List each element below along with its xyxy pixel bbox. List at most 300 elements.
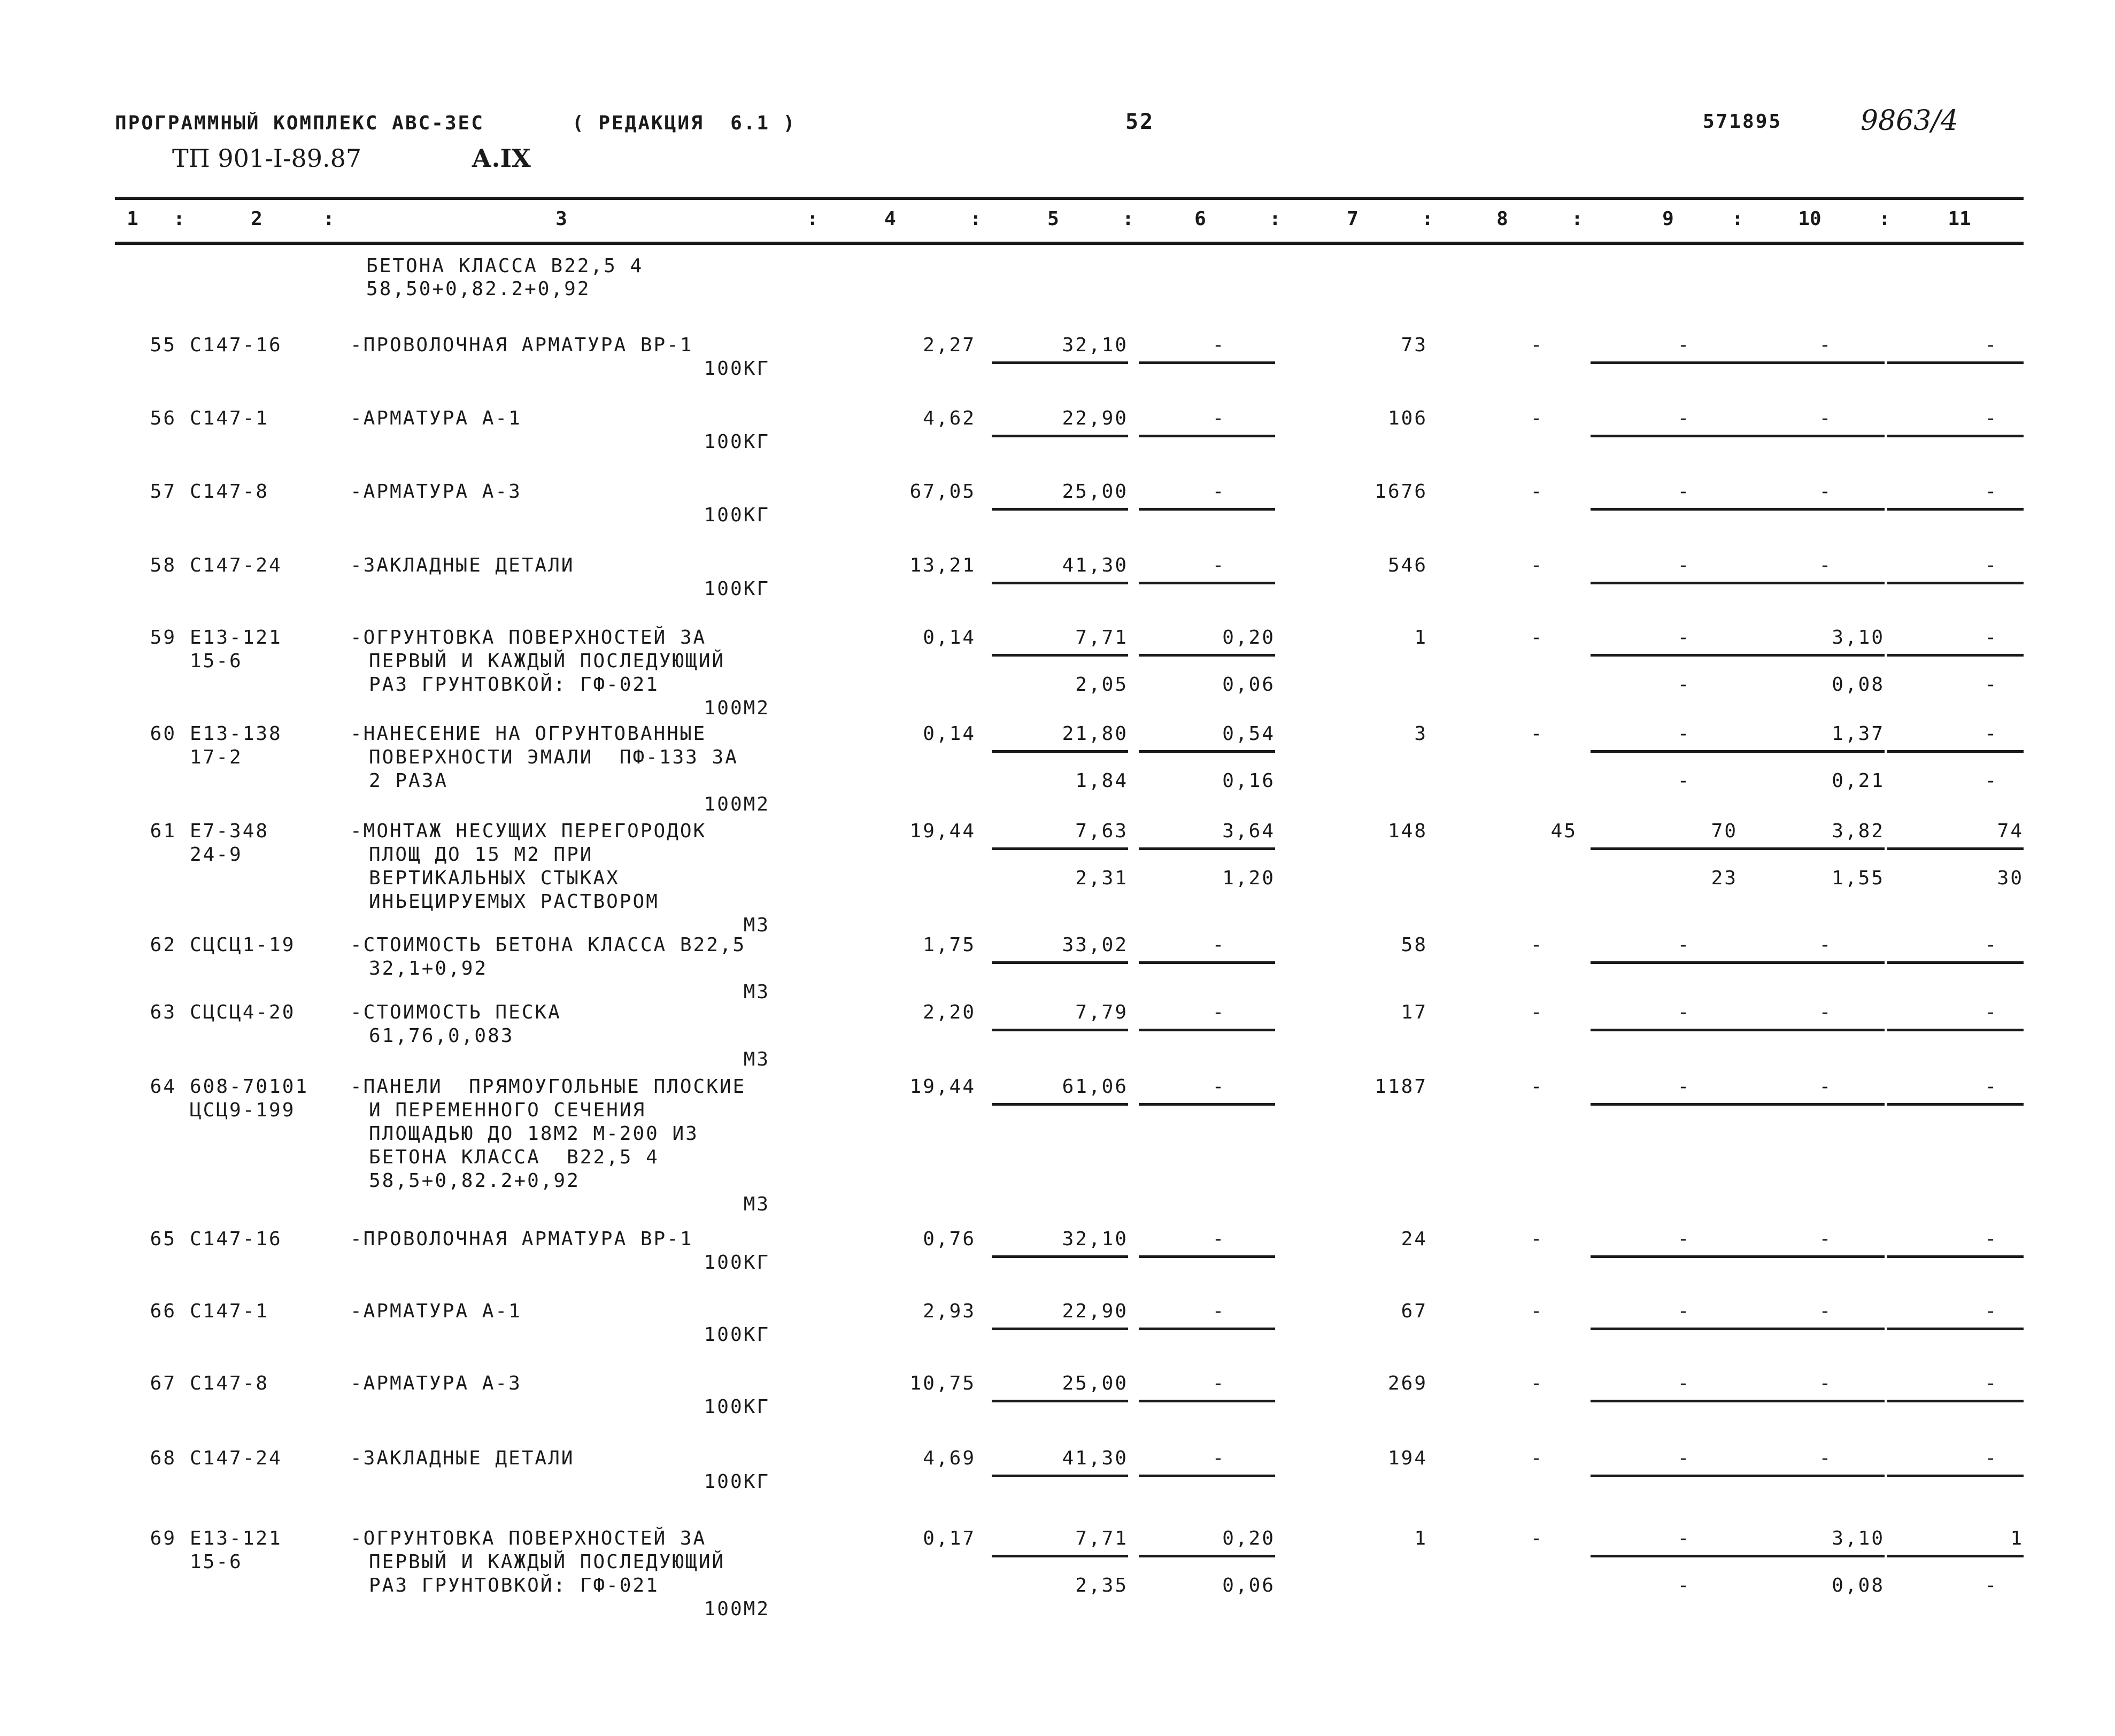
cell-c5: 25,00 xyxy=(1062,1372,1128,1394)
continuation-line-1: БЕТОНА КЛАССА В22,5 4 xyxy=(366,255,644,277)
cell-c7: 73 xyxy=(1401,334,1427,356)
cell-c4: 10,75 xyxy=(909,1372,976,1394)
cell-c11: - xyxy=(1985,1001,1998,1023)
row-description: ПЕРВЫЙ И КАЖДЫЙ ПОСЛЕДУЮЩИЙ xyxy=(369,1551,725,1573)
cell-c8: - xyxy=(1530,1527,1544,1549)
cell-c10: - xyxy=(1819,1001,1833,1023)
row-code: Е13-138 xyxy=(190,723,282,745)
row-description: -НАНЕСЕНИЕ НА ОГРУНТОВАННЫЕ xyxy=(350,723,707,745)
row-number: 59 xyxy=(150,627,176,649)
cell-rule-c6 xyxy=(1139,1328,1275,1330)
row-description: И ПЕРЕМЕННОГО СЕЧЕНИЯ xyxy=(369,1099,646,1121)
cell-c9: - xyxy=(1677,1372,1691,1394)
column-separator: : xyxy=(1732,208,1743,230)
row-number: 55 xyxy=(150,334,176,356)
cell-c8: - xyxy=(1530,934,1544,956)
cell-c7: 106 xyxy=(1387,407,1427,429)
cell-rule-c11 xyxy=(1887,1400,2024,1402)
cell-c11: 74 xyxy=(1997,820,2024,842)
cell-rule-c9 xyxy=(1591,1555,1738,1557)
cell-c9: - xyxy=(1677,554,1691,576)
row-unit: 100М2 xyxy=(704,1598,770,1620)
column-separator: : xyxy=(807,208,819,230)
cell-rule-c10 xyxy=(1738,1328,1885,1330)
cell-c8: 45 xyxy=(1550,820,1577,842)
cell-c7: 3 xyxy=(1414,723,1427,745)
cell-c4: 2,27 xyxy=(923,334,976,356)
row-description: ВЕРТИКАЛЬНЫХ СТЫКАХ xyxy=(369,867,620,889)
cell-c11: - xyxy=(1985,407,1998,429)
row-unit: 100КГ xyxy=(704,504,770,526)
cell-rule-c6 xyxy=(1139,1400,1275,1402)
cell-c6: - xyxy=(1212,1228,1226,1250)
cell-rule-c11 xyxy=(1887,1475,2024,1477)
cell-rule-c9 xyxy=(1591,1103,1738,1106)
row-number: 65 xyxy=(150,1228,176,1250)
cell-rule-c11 xyxy=(1887,1328,2024,1330)
cell-rule-c5 xyxy=(992,750,1128,753)
row-unit: 100КГ xyxy=(704,1471,770,1493)
row-description: 58,5+0,82.2+0,92 xyxy=(369,1170,580,1192)
row-unit: 100КГ xyxy=(704,1396,770,1418)
cell-rule-c6 xyxy=(1139,847,1275,850)
cell-c4: 19,44 xyxy=(909,1076,976,1098)
row-number: 61 xyxy=(150,820,176,842)
column-separator: : xyxy=(1571,208,1583,230)
cell-c9: - xyxy=(1677,407,1691,429)
page-number: 52 xyxy=(1125,110,1155,134)
sub-cell-s6: 0,06 xyxy=(1222,1575,1275,1596)
cell-c4: 4,69 xyxy=(923,1447,976,1469)
column-header-9: 9 xyxy=(1662,208,1674,230)
cell-c9: - xyxy=(1677,1447,1691,1469)
row-description: -АРМАТУРА А-3 xyxy=(350,1372,522,1394)
row-description: 61,76,0,083 xyxy=(369,1025,514,1047)
cell-c10: 1,37 xyxy=(1832,723,1885,745)
row-number: 67 xyxy=(150,1372,176,1394)
cell-c7: 58 xyxy=(1401,934,1427,956)
row-number: 60 xyxy=(150,723,176,745)
row-unit: М3 xyxy=(743,1048,770,1070)
cell-c6: - xyxy=(1212,1076,1226,1098)
cell-rule-c10 xyxy=(1738,435,1885,437)
cell-c10: - xyxy=(1819,481,1833,503)
cell-c10: - xyxy=(1819,1372,1833,1394)
continuation-line-2: 58,50+0,82.2+0,92 xyxy=(366,278,591,300)
row-code: Е7-348 xyxy=(190,820,269,842)
cell-rule-c10 xyxy=(1738,361,1885,364)
cell-c11: - xyxy=(1985,723,1998,745)
cell-rule-c6 xyxy=(1139,1255,1275,1258)
cell-c8: - xyxy=(1530,627,1544,649)
cell-rule-c10 xyxy=(1738,1255,1885,1258)
column-header-2: 2 xyxy=(251,208,263,230)
column-separator: : xyxy=(173,208,185,230)
cell-rule-c10 xyxy=(1738,582,1885,584)
row-description: ПЛОЩАДЬЮ ДО 18М2 М-200 ИЗ xyxy=(369,1123,699,1145)
row-code: С147-24 xyxy=(190,1447,282,1469)
cell-c10: 3,82 xyxy=(1832,820,1885,842)
cell-rule-c6 xyxy=(1139,435,1275,437)
row-description: 32,1+0,92 xyxy=(369,958,488,979)
row-description: -МОНТАЖ НЕСУЩИХ ПЕРЕГОРОДОК xyxy=(350,820,707,842)
row-description: -АРМАТУРА А-1 xyxy=(350,1300,522,1322)
cell-c11: - xyxy=(1985,1228,1998,1250)
cell-rule-c5 xyxy=(992,435,1128,437)
cell-c5: 32,10 xyxy=(1062,1228,1128,1250)
row-unit: М3 xyxy=(743,981,770,1003)
cell-rule-c9 xyxy=(1591,1328,1738,1330)
cell-c8: - xyxy=(1530,723,1544,745)
column-header-5: 5 xyxy=(1047,208,1059,230)
cell-c6: 3,64 xyxy=(1222,820,1275,842)
row-unit: М3 xyxy=(743,914,770,936)
column-separator: : xyxy=(1269,208,1281,230)
edition-label: ( РЕДАКЦИЯ 6.1 ) xyxy=(572,112,797,134)
sub-cell-s5: 1,84 xyxy=(1075,770,1128,792)
cell-rule-c9 xyxy=(1591,435,1738,437)
column-header-10: 10 xyxy=(1798,208,1821,230)
column-separator: : xyxy=(970,208,982,230)
cell-c9: - xyxy=(1677,481,1691,503)
cell-rule-c5 xyxy=(992,1555,1128,1557)
row-description: -ЗАКЛАДНЫЕ ДЕТАЛИ xyxy=(350,1447,575,1469)
row-description: -ПАНЕЛИ ПРЯМОУГОЛЬНЫЕ ПЛОСКИЕ xyxy=(350,1076,746,1098)
cell-rule-c5 xyxy=(992,1328,1128,1330)
cell-c4: 67,05 xyxy=(909,481,976,503)
cell-c8: - xyxy=(1530,1228,1544,1250)
cell-c5: 22,90 xyxy=(1062,1300,1128,1322)
cell-c5: 7,71 xyxy=(1075,627,1128,649)
cell-rule-c9 xyxy=(1591,1255,1738,1258)
cell-rule-c10 xyxy=(1738,961,1885,964)
cell-rule-c5 xyxy=(992,1103,1128,1106)
cell-c8: - xyxy=(1530,481,1544,503)
cell-c7: 1187 xyxy=(1375,1076,1427,1098)
cell-c4: 0,17 xyxy=(923,1527,976,1549)
cell-c5: 41,30 xyxy=(1062,1447,1128,1469)
cell-rule-c10 xyxy=(1738,1103,1885,1106)
row-description: ИНЬЕЦИРУЕМЫХ РАСТВОРОМ xyxy=(369,891,659,913)
cell-rule-c5 xyxy=(992,654,1128,657)
cell-c5: 21,80 xyxy=(1062,723,1128,745)
column-header-11: 11 xyxy=(1948,208,1971,230)
cell-c10: - xyxy=(1819,554,1833,576)
cell-c6: - xyxy=(1212,554,1226,576)
cell-c5: 41,30 xyxy=(1062,554,1128,576)
cell-c4: 0,14 xyxy=(923,627,976,649)
row-number: 68 xyxy=(150,1447,176,1469)
cell-rule-c9 xyxy=(1591,847,1738,850)
cell-rule-c6 xyxy=(1139,1475,1275,1477)
cell-rule-c9 xyxy=(1591,1400,1738,1402)
column-header-6: 6 xyxy=(1194,208,1206,230)
cell-rule-c5 xyxy=(992,847,1128,850)
cell-rule-c5 xyxy=(992,961,1128,964)
sub-cell-s6: 0,06 xyxy=(1222,674,1275,696)
cell-c9: - xyxy=(1677,1300,1691,1322)
cell-rule-c6 xyxy=(1139,961,1275,964)
row-description: -ПРОВОЛОЧНАЯ АРМАТУРА ВР-1 xyxy=(350,1228,693,1250)
cell-rule-c11 xyxy=(1887,582,2024,584)
cell-c8: - xyxy=(1530,1076,1544,1098)
row-number: 58 xyxy=(150,554,176,576)
cell-c10: - xyxy=(1819,407,1833,429)
cell-rule-c9 xyxy=(1591,1475,1738,1477)
cell-c5: 7,71 xyxy=(1075,1527,1128,1549)
sub-cell-s11: - xyxy=(1985,674,1998,696)
column-separator: : xyxy=(323,208,335,230)
cell-c10: - xyxy=(1819,1228,1833,1250)
cell-c4: 2,93 xyxy=(923,1300,976,1322)
row-description: -ПРОВОЛОЧНАЯ АРМАТУРА ВР-1 xyxy=(350,334,693,356)
cell-c8: - xyxy=(1530,407,1544,429)
cell-c7: 17 xyxy=(1401,1001,1427,1023)
cell-c10: 3,10 xyxy=(1832,1527,1885,1549)
cell-c11: - xyxy=(1985,334,1998,356)
sub-cell-s6: 1,20 xyxy=(1222,867,1275,889)
column-separator: : xyxy=(1879,208,1890,230)
cell-c11: - xyxy=(1985,1447,1998,1469)
cell-rule-c6 xyxy=(1139,361,1275,364)
cell-c11: - xyxy=(1985,627,1998,649)
row-unit: 100КГ xyxy=(704,578,770,600)
cell-rule-c11 xyxy=(1887,847,2024,850)
cell-rule-c6 xyxy=(1139,750,1275,753)
cell-rule-c9 xyxy=(1591,582,1738,584)
row-number: 63 xyxy=(150,1001,176,1023)
cell-c4: 19,44 xyxy=(909,820,976,842)
cell-c11: - xyxy=(1985,1076,1998,1098)
cell-c4: 1,75 xyxy=(923,934,976,956)
cell-c7: 194 xyxy=(1387,1447,1427,1469)
cell-c11: - xyxy=(1985,934,1998,956)
cell-c4: 0,14 xyxy=(923,723,976,745)
cell-c6: 0,20 xyxy=(1222,1527,1275,1549)
row-description: ПОВЕРХНОСТИ ЭМАЛИ ПФ-133 ЗА xyxy=(369,746,738,768)
cell-rule-c9 xyxy=(1591,750,1738,753)
cell-c9: - xyxy=(1677,723,1691,745)
cell-c7: 1676 xyxy=(1375,481,1427,503)
row-number: 69 xyxy=(150,1527,176,1549)
row-code: 15-6 xyxy=(190,1551,243,1573)
cell-rule-c10 xyxy=(1738,654,1885,657)
cell-c8: - xyxy=(1530,554,1544,576)
cell-c11: - xyxy=(1985,554,1998,576)
cell-c9: - xyxy=(1677,1527,1691,1549)
row-number: 64 xyxy=(150,1076,176,1098)
row-description: ПЕРВЫЙ И КАЖДЫЙ ПОСЛЕДУЮЩИЙ xyxy=(369,650,725,672)
project-code: ТП 901-I-89.87 xyxy=(172,144,362,173)
cell-c8: - xyxy=(1530,1447,1544,1469)
cell-c6: - xyxy=(1212,334,1226,356)
column-separator: : xyxy=(1122,208,1134,230)
sub-cell-s11: - xyxy=(1985,770,1998,792)
sub-cell-s11: 30 xyxy=(1997,867,2024,889)
row-description: -ЗАКЛАДНЫЕ ДЕТАЛИ xyxy=(350,554,575,576)
row-description: ПЛОЩ ДО 15 М2 ПРИ xyxy=(369,844,593,866)
cell-c6: - xyxy=(1212,1372,1226,1394)
cell-c9: - xyxy=(1677,934,1691,956)
cell-rule-c11 xyxy=(1887,1255,2024,1258)
cell-c6: 0,20 xyxy=(1222,627,1275,649)
row-description: БЕТОНА КЛАССА В22,5 4 xyxy=(369,1146,659,1168)
row-description: -АРМАТУРА А-1 xyxy=(350,407,522,429)
row-description: РАЗ ГРУНТОВКОЙ: ГФ-021 xyxy=(369,1575,659,1596)
cell-rule-c9 xyxy=(1591,361,1738,364)
cell-c5: 32,10 xyxy=(1062,334,1128,356)
cell-c5: 25,00 xyxy=(1062,481,1128,503)
cell-c11: - xyxy=(1985,1300,1998,1322)
sub-cell-s10: 0,08 xyxy=(1832,1575,1885,1596)
cell-c4: 0,76 xyxy=(923,1228,976,1250)
column-header-8: 8 xyxy=(1496,208,1508,230)
row-code: С147-16 xyxy=(190,334,282,356)
sub-cell-s5: 2,31 xyxy=(1075,867,1128,889)
cell-rule-c5 xyxy=(992,1029,1128,1031)
row-code: С147-8 xyxy=(190,1372,269,1394)
handwritten-number: 9863/4 xyxy=(1861,105,1958,137)
header-bottom-rule xyxy=(115,242,2024,245)
cell-rule-c9 xyxy=(1591,961,1738,964)
row-code: 608-70101 xyxy=(190,1076,309,1098)
row-unit: 100КГ xyxy=(704,1252,770,1274)
cell-rule-c6 xyxy=(1139,508,1275,511)
row-unit: 100М2 xyxy=(704,793,770,815)
cell-rule-c11 xyxy=(1887,508,2024,511)
column-separator: : xyxy=(1422,208,1433,230)
cell-rule-c5 xyxy=(992,361,1128,364)
cell-c5: 22,90 xyxy=(1062,407,1128,429)
cell-c10: - xyxy=(1819,334,1833,356)
row-code: 24-9 xyxy=(190,844,243,866)
row-description: -СТОИМОСТЬ ПЕСКА xyxy=(350,1001,561,1023)
row-unit: 100М2 xyxy=(704,697,770,719)
row-unit: М3 xyxy=(743,1193,770,1215)
cell-c10: - xyxy=(1819,934,1833,956)
cell-rule-c11 xyxy=(1887,961,2024,964)
row-code: Е13-121 xyxy=(190,1527,282,1549)
row-unit: 100КГ xyxy=(704,1324,770,1346)
cell-rule-c5 xyxy=(992,508,1128,511)
cell-rule-c10 xyxy=(1738,1555,1885,1557)
cell-rule-c9 xyxy=(1591,654,1738,657)
cell-c5: 61,06 xyxy=(1062,1076,1128,1098)
cell-c8: - xyxy=(1530,334,1544,356)
sub-cell-s5: 2,05 xyxy=(1075,674,1128,696)
row-number: 57 xyxy=(150,481,176,503)
cell-c7: 269 xyxy=(1387,1372,1427,1394)
cell-rule-c5 xyxy=(992,1255,1128,1258)
cell-c8: - xyxy=(1530,1372,1544,1394)
cell-rule-c10 xyxy=(1738,1400,1885,1402)
cell-rule-c11 xyxy=(1887,654,2024,657)
cell-c5: 7,63 xyxy=(1075,820,1128,842)
row-description: 2 РАЗА xyxy=(369,770,449,792)
sub-cell-s5: 2,35 xyxy=(1075,1575,1128,1596)
row-description: РАЗ ГРУНТОВКОЙ: ГФ-021 xyxy=(369,674,659,696)
cell-rule-c10 xyxy=(1738,1475,1885,1477)
sub-cell-s11: - xyxy=(1985,1575,1998,1596)
sub-cell-s9: - xyxy=(1677,1575,1691,1596)
column-header-1: 1 xyxy=(127,208,138,230)
sub-cell-s10: 1,55 xyxy=(1832,867,1885,889)
program-title: ПРОГРАММНЫЙ КОМПЛЕКС АВС-3ЕС xyxy=(115,112,484,134)
row-code: 17-2 xyxy=(190,746,243,768)
cell-rule-c5 xyxy=(992,1400,1128,1402)
cell-rule-c10 xyxy=(1738,750,1885,753)
row-code: С147-1 xyxy=(190,1300,269,1322)
row-unit: 100КГ xyxy=(704,358,770,380)
cell-c5: 33,02 xyxy=(1062,934,1128,956)
cell-c11: 1 xyxy=(2010,1527,2024,1549)
row-code: СЦСЦ4-20 xyxy=(190,1001,296,1023)
cell-c7: 24 xyxy=(1401,1228,1427,1250)
cell-c6: 0,54 xyxy=(1222,723,1275,745)
sub-cell-s10: 0,08 xyxy=(1832,674,1885,696)
row-number: 62 xyxy=(150,934,176,956)
cell-c9: - xyxy=(1677,1076,1691,1098)
row-description: -ОГРУНТОВКА ПОВЕРХНОСТЕЙ ЗА xyxy=(350,627,707,649)
cell-c7: 1 xyxy=(1414,1527,1427,1549)
cell-c9: - xyxy=(1677,627,1691,649)
row-code: С147-1 xyxy=(190,407,269,429)
cell-rule-c11 xyxy=(1887,750,2024,753)
row-number: 56 xyxy=(150,407,176,429)
cell-c9: - xyxy=(1677,1228,1691,1250)
cell-c6: - xyxy=(1212,481,1226,503)
cell-c7: 67 xyxy=(1401,1300,1427,1322)
cell-rule-c11 xyxy=(1887,1103,2024,1106)
row-code: С147-8 xyxy=(190,481,269,503)
header-top-rule xyxy=(115,197,2024,200)
cell-rule-c5 xyxy=(992,582,1128,584)
album-code: А.IX xyxy=(472,144,531,173)
cell-c11: - xyxy=(1985,1372,1998,1394)
row-code: 15-6 xyxy=(190,650,243,672)
cell-rule-c11 xyxy=(1887,1555,2024,1557)
row-code: Е13-121 xyxy=(190,627,282,649)
sub-cell-s9: - xyxy=(1677,770,1691,792)
cell-rule-c9 xyxy=(1591,508,1738,511)
sub-cell-s9: - xyxy=(1677,674,1691,696)
sub-cell-s10: 0,21 xyxy=(1832,770,1885,792)
cell-rule-c6 xyxy=(1139,1029,1275,1031)
cell-c4: 2,20 xyxy=(923,1001,976,1023)
document-code: 571895 xyxy=(1703,111,1782,133)
cell-c4: 4,62 xyxy=(923,407,976,429)
row-unit: 100КГ xyxy=(704,431,770,453)
cell-rule-c11 xyxy=(1887,361,2024,364)
row-description: -СТОИМОСТЬ БЕТОНА КЛАССА В22,5 xyxy=(350,934,746,956)
cell-c11: - xyxy=(1985,481,1998,503)
row-description: -АРМАТУРА А-3 xyxy=(350,481,522,503)
cell-rule-c9 xyxy=(1591,1029,1738,1031)
cell-rule-c10 xyxy=(1738,847,1885,850)
sub-cell-s6: 0,16 xyxy=(1222,770,1275,792)
cell-c7: 148 xyxy=(1387,820,1427,842)
cell-rule-c6 xyxy=(1139,654,1275,657)
cell-rule-c11 xyxy=(1887,435,2024,437)
row-code: СЦСЦ1-19 xyxy=(190,934,296,956)
cell-c9: - xyxy=(1677,1001,1691,1023)
cell-c5: 7,79 xyxy=(1075,1001,1128,1023)
cell-c10: - xyxy=(1819,1447,1833,1469)
cell-c6: - xyxy=(1212,1447,1226,1469)
cell-rule-c5 xyxy=(992,1475,1128,1477)
cell-c6: - xyxy=(1212,1001,1226,1023)
column-header-7: 7 xyxy=(1347,208,1358,230)
